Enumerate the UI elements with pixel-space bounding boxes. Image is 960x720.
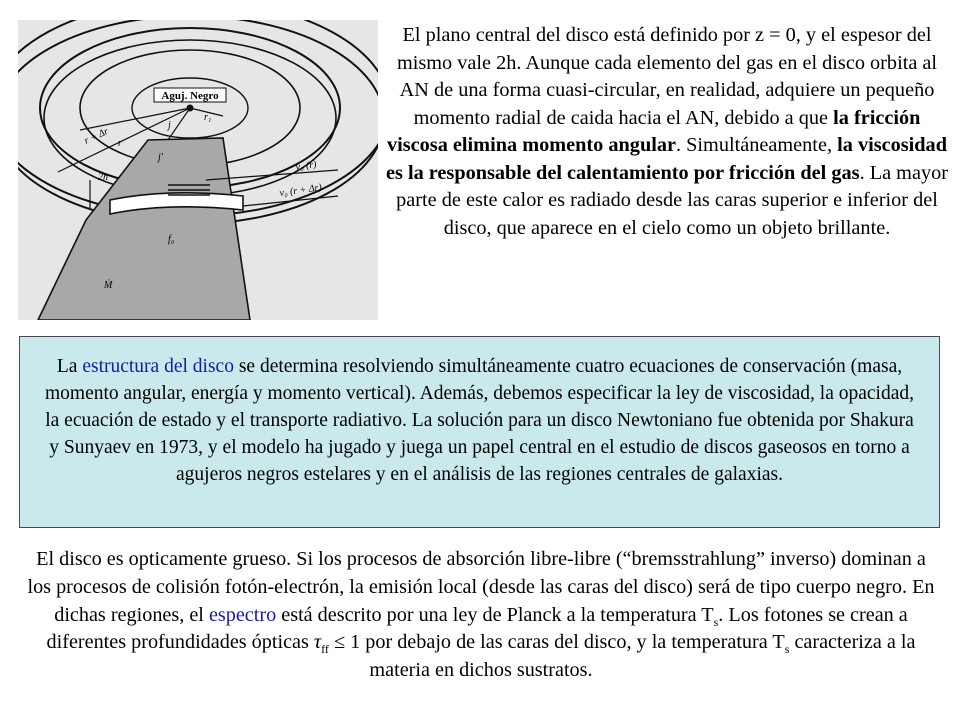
- intro-text-3: . La mayor parte de este calor es radiado desde las caras superior e inferior del disco, que aparece en el cielo como un objeto brillante.: [396, 161, 948, 239]
- disk-diagram-svg: [18, 20, 378, 320]
- label-j-prime: j': [158, 152, 163, 163]
- label-v-r: v₀ (r): [294, 159, 318, 173]
- black-hole-dot: [187, 105, 194, 112]
- subscript-s-1: s: [713, 614, 719, 629]
- spectrum-highlight: espectro: [208, 603, 277, 626]
- intro-text-2: . Simultáneamente,: [676, 134, 838, 156]
- tau-symbol: τ: [313, 631, 322, 654]
- label-mdot: Ṁ: [104, 280, 113, 291]
- label-f-phi: f₀: [168, 234, 175, 245]
- disk-sector: [38, 138, 250, 320]
- intro-paragraph: [382, 22, 952, 242]
- intro-bold-1: la fricción viscosa elimina momento angular: [387, 106, 921, 156]
- spectrum-text-3: . Los fotones se crean a diferentes profundidades ópticas: [46, 603, 908, 654]
- structure-highlight: estructura del disco: [82, 356, 234, 377]
- label-r-plus-dr: r + Δr: [82, 126, 111, 147]
- structure-text-1: La: [56, 356, 83, 377]
- spectrum-text-2: está descrito por una ley de Planck a la temperatura T: [276, 603, 714, 626]
- spectrum-paragraph: [22, 546, 940, 685]
- intro-bold-2: la viscosidad es la responsable del calentamiento por fricción del gas: [385, 134, 947, 184]
- label-2h: 2h: [98, 172, 108, 183]
- label-j: j: [168, 120, 171, 131]
- subscript-ff: ff: [321, 642, 329, 657]
- structure-box: [19, 336, 940, 528]
- label-r: r: [118, 138, 122, 149]
- label-r1: r₁: [204, 112, 212, 123]
- subscript-s-2: s: [784, 642, 790, 657]
- spectrum-text-5: caracteriza a la materia en dichos sustratos.: [369, 631, 916, 682]
- spectrum-text-4: ≤ 1 por debajo de las caras del disco, y la temperatura T: [328, 631, 785, 654]
- intro-text-1: El plano central del disco está definido por z = 0, y el espesor del mismo vale 2h. Aunque cada elemento del gas en el disco orbita al AN de una forma cuasi-circular, en realidad, adquiere un pequeño momento radial de caida hacia el AN, debido a que: [396, 24, 938, 129]
- label-v-r-dr: v₀ (r + Δr): [278, 182, 323, 199]
- spectrum-text-1: El disco es opticamente grueso. Si los procesos de absorción libre-libre (“bremsstrahlung” inverso) dominan a los procesos de colisión fotón-electrón, la emisión local (desde las caras del disco) será de tipo cuerpo negro. En dichas regiones, el: [27, 548, 935, 626]
- disk-diagram: [18, 20, 378, 320]
- structure-text-2: se determina resolviendo simultáneamente cuatro ecuaciones de conservación (masa, momento angular, energía y momento vertical). Además, debemos especificar la ley de viscosidad, la opacidad, la ecuación de estado y el transporte radiativo. La solución para un disco Newtoniano fue obtenida por Shakura y Sunyaev en 1973, y el modelo ha jugado y juega un papel central en el estudio de discos gaseosos en torno a agujeros negros estelares y en el análisis de las regiones centrales de galaxias.: [44, 356, 915, 485]
- black-hole-label: Aguj. Negro: [161, 90, 219, 102]
